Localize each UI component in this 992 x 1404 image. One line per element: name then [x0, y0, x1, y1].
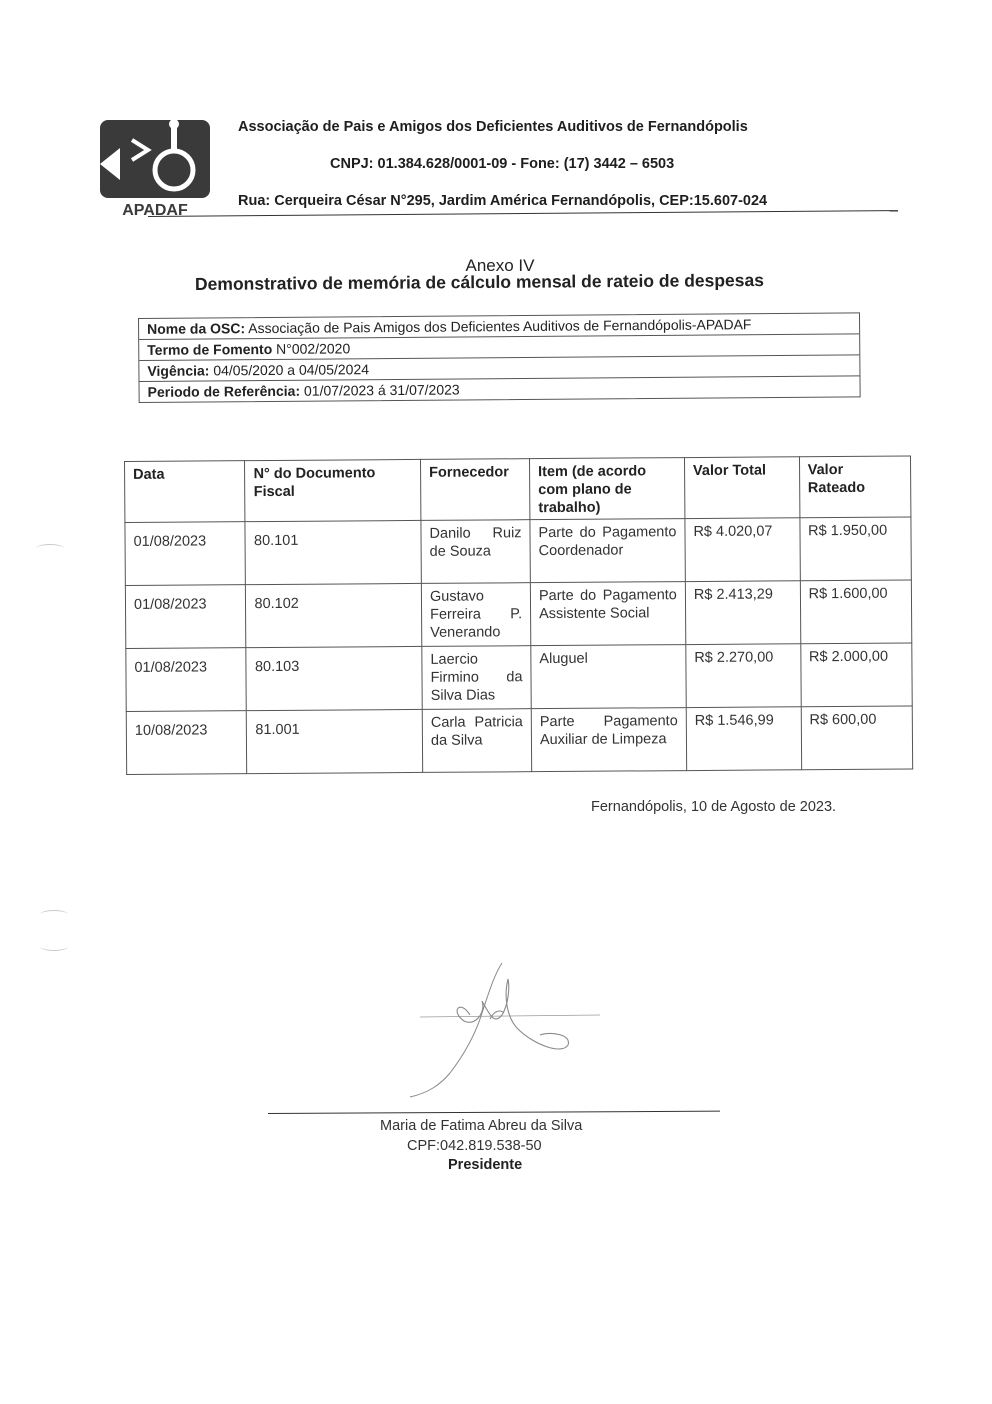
table-header-row: [125, 456, 911, 522]
signer-cpf: CPF:042.819.538-50: [407, 1138, 542, 1154]
header-valor-total: Valor Total: [684, 457, 799, 519]
periodo-label: Periodo de Referência:: [147, 382, 301, 400]
cell-fornecedor: Carla Patricia da Silva: [422, 709, 531, 773]
osc-info-box: [138, 312, 861, 403]
cell-data: 01/08/2023: [125, 585, 246, 649]
termo-fomento-label: Termo de Fomento: [147, 340, 273, 358]
expense-table: [124, 456, 913, 775]
cell-fornecedor: Laercio Firmino da Silva Dias: [422, 646, 531, 710]
table-row: [126, 643, 912, 711]
organization-name: Associação de Pais e Amigos dos Deficientes Auditivos de Fernandópolis: [238, 119, 748, 135]
letterhead-divider: [148, 210, 898, 217]
organization-address: Rua: Cerqueira César N°295, Jardim América Fernandópolis, CEP:15.607-024: [238, 193, 768, 209]
cell-fornecedor: Danilo Ruiz de Souza: [421, 520, 530, 584]
hole-punch-mark: [40, 942, 68, 951]
cell-valor-rateado: R$ 1.950,00: [800, 517, 912, 581]
handwritten-signature: [390, 955, 620, 1105]
header-data: Data: [125, 461, 246, 523]
signer-name: Maria de Fatima Abreu da Silva: [380, 1118, 583, 1134]
cell-item: Aluguel: [531, 645, 686, 709]
cell-documento: 81.001: [247, 709, 423, 773]
cell-valor-total: R$ 1.546,99: [686, 707, 801, 771]
cell-valor-total: R$ 4.020,07: [685, 518, 800, 582]
header-valor-rateado: Valor Rateado: [799, 456, 911, 518]
apadaf-logo: [98, 118, 212, 220]
cell-data: 01/08/2023: [126, 648, 247, 712]
cell-documento: 80.102: [246, 583, 422, 647]
cell-documento: 80.103: [246, 646, 422, 710]
cell-data: 01/08/2023: [125, 522, 246, 586]
cell-valor-rateado: R$ 2.000,00: [800, 643, 912, 707]
cell-valor-rateado: R$ 600,00: [801, 706, 913, 770]
osc-name-label: Nome da OSC:: [147, 320, 246, 337]
header-item: Item (de acordo com plano de trabalho): [530, 458, 685, 520]
hole-punch-mark: [40, 910, 68, 919]
cell-data: 10/08/2023: [126, 711, 247, 775]
periodo-row: [140, 376, 860, 402]
vigencia-value: 04/05/2020 a 04/05/2024: [213, 361, 370, 379]
header-documento: N° do Documento Fiscal: [245, 459, 421, 521]
termo-fomento-value: N°002/2020: [276, 340, 351, 357]
osc-name-value: Associação de Pais Amigos dos Deficientes Auditivos de Fernandópolis-APADAF: [248, 316, 752, 337]
hole-punch-mark: [36, 544, 64, 553]
cell-fornecedor: Gustavo Ferreira P. Venerando: [421, 583, 530, 647]
cell-valor-rateado: R$ 1.600,00: [800, 580, 912, 644]
logo-text: APADAF: [122, 202, 188, 219]
cnpj-phone: CNPJ: 01.384.628/0001-09 - Fone: (17) 3442 – 6503: [330, 156, 675, 172]
document-subtitle: Demonstrativo de memória de cálculo mensal de rateio de despesas: [194, 270, 765, 294]
periodo-value: 01/07/2023 á 31/07/2023: [303, 381, 460, 399]
table-row: [126, 706, 912, 774]
table-row: [125, 580, 911, 648]
cell-documento: 80.101: [245, 520, 421, 584]
cell-item: Parte do Pagamento Assistente Social: [530, 582, 685, 646]
table-row: [125, 517, 911, 585]
cell-valor-total: R$ 2.413,29: [685, 581, 800, 645]
cell-item: Parte do Pagamento Coordenador: [530, 519, 685, 583]
place-date: Fernandópolis, 10 de Agosto de 2023.: [591, 799, 837, 815]
signature-line: [268, 1111, 720, 1114]
cell-item: Parte Pagamento Auxiliar de Limpeza: [531, 708, 686, 772]
vigencia-label: Vigência:: [147, 362, 210, 379]
header-fornecedor: Fornecedor: [421, 459, 530, 521]
cell-valor-total: R$ 2.270,00: [686, 644, 801, 708]
annex-title: Anexo IV: [465, 256, 535, 275]
signer-role: Presidente: [448, 1157, 523, 1173]
apadaf-logo-emblem: [98, 118, 212, 220]
